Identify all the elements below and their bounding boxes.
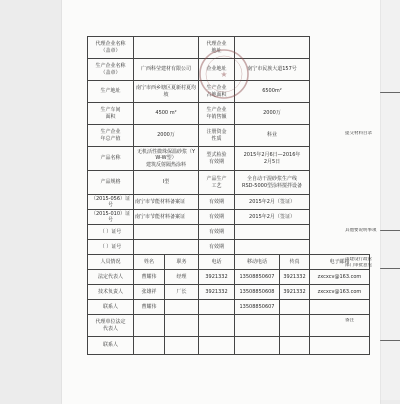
form-row [88,37,370,59]
form-row [88,285,370,300]
form-cell: 13508850607 [235,300,280,315]
form-cell [310,300,370,315]
form-cell: 联系人 [88,300,134,315]
form-cell: 2015年2月（签证） [235,210,310,225]
form-cell [165,300,199,315]
form-row [88,103,370,125]
form-cell: 南宁市节能材料备案证 [134,210,199,225]
adjacent-page-rule [380,268,400,269]
form-cell: 代理单位法定 代表人 [88,315,134,337]
form-cell: 电话 [199,255,235,270]
form-cell [165,315,199,337]
form-cell: 法定代表人 [88,270,134,285]
form-cell: 南宁市民族大道157号 [235,59,310,81]
form-cell [134,240,199,255]
form-cell: 经理 [165,270,199,285]
form-row [88,125,370,147]
form-cell: 企业地址 [199,59,235,81]
form-cell: 生产车间 面积 [88,103,134,125]
form-cell: 传真 [280,255,310,270]
form-cell: 生产企业 年总产值 [88,125,134,147]
form-cell: （ ）证号 [88,225,134,240]
form-cell: 南宁市节能材料备案证 [134,195,199,210]
form-cell: 2015年2月6日—2016年 2月5日 [235,147,310,171]
form-cell [235,37,310,59]
form-cell [199,337,235,355]
form-cell: 无机活性微珠保温砂浆（YW-W型） 建筑反射隔热涂料 [134,147,199,171]
form-cell: 产品名称 [88,147,134,171]
form-cell [310,337,370,355]
form-cell [134,337,165,355]
form-cell [134,315,165,337]
form-cell: 技术负责人 [88,285,134,300]
note-submitted-materials: 提交材料目录 [345,131,372,136]
form-cell: 产品规格 [88,171,134,195]
form-cell: zxcxcv@163.com [310,270,370,285]
form-cell [280,300,310,315]
form-cell: （2015-010）证号 [88,210,134,225]
form-row [88,300,370,315]
form-cell: 3921332 [199,285,235,300]
form-cell: 有效期 [199,240,235,255]
form-cell: 生产地址 [88,81,134,103]
form-cell [235,225,310,240]
form-cell: 生产企业名称 （盖章） [88,59,134,81]
note-approval-dept-2: 部门审批意见 [345,263,372,268]
form-cell: 3921332 [280,270,310,285]
form-row [88,210,370,225]
form-cell [280,337,310,355]
form-cell: 广西科莹建材有限公司 [134,59,199,81]
form-cell: 有效期 [199,195,235,210]
form-cell: 移动电话 [235,255,280,270]
form-cell: 生产企业 年销售额 [199,103,235,125]
form-cell: 职务 [165,255,199,270]
form-cell: 南宁市西乡塘区夏新村夏均坡 [134,81,199,103]
form-cell: 科业 [235,125,310,147]
note-approval-dept-1: 市建设行政管 [345,257,372,262]
form-cell: 联系人 [88,337,134,355]
form-cell: 2000万 [235,103,310,125]
form-cell: 2015年2月（签证） [235,195,310,210]
form-cell: 型式检验 有效期 [199,147,235,171]
form-cell: 注册资金 性质 [199,125,235,147]
form-row [88,147,370,171]
form-row [88,255,370,270]
form-page [62,0,380,404]
form-cell: 厂长 [165,285,199,300]
form-cell: 姓名 [134,255,165,270]
form-cell: 全自动干混砂浆生产线 RSD-5000型涂料搅拌设备 [235,171,310,195]
svg-text:★: ★ [220,70,228,79]
form-cell [235,240,310,255]
form-cell: （2015-056）证号 [88,195,134,210]
form-row [88,81,370,103]
form-cell [199,300,235,315]
form-cell: 13508850608 [235,285,280,300]
form-cell [165,337,199,355]
form-cell: 6500m² [235,81,310,103]
form-row [88,240,370,255]
form-cell: 有效期 [199,210,235,225]
form-cell: 曹耀伟 [134,300,165,315]
form-cell: 13508850607 [235,270,280,285]
form-cell: 3921332 [280,285,310,300]
form-cell: 3921332 [199,270,235,285]
form-cell [134,37,199,59]
form-cell: 生产企业 占地面积 [199,81,235,103]
form-cell: 曹耀伟 [134,270,165,285]
form-row [88,171,370,195]
form-cell: 代理企业名称 （盖章） [88,37,134,59]
form-cell: 产品生产 工艺 [199,171,235,195]
form-row [88,315,370,337]
form-row [88,270,370,285]
form-cell [235,337,280,355]
form-cell: zxcxcv@163.com [310,285,370,300]
form-cell: 有效期 [199,225,235,240]
form-cell: 4500 m² [134,103,199,125]
form-row [88,225,370,240]
note-other-matters: 其他要说明事项 [345,228,377,233]
note-remarks: 备注 [345,318,354,323]
form-cell: 2000万 [134,125,199,147]
form-cell: 人员情况 [88,255,134,270]
adjacent-page-rule [380,230,400,231]
form-cell: 电子邮箱 [310,255,370,270]
form-cell: 代理企业 地址 [199,37,235,59]
form-cell [199,315,235,337]
adjacent-page-rule [380,92,400,93]
form-row [88,59,370,81]
adjacent-page-rule [380,340,400,341]
form-row [88,337,370,355]
form-cell [134,225,199,240]
adjacent-page [380,0,400,400]
form-cell [280,315,310,337]
form-cell: I型 [134,171,199,195]
form-cell: （ ）证号 [88,240,134,255]
form-cell: 张雄祥 [134,285,165,300]
form-row [88,195,370,210]
application-form-table [87,36,370,355]
form-cell [235,315,280,337]
